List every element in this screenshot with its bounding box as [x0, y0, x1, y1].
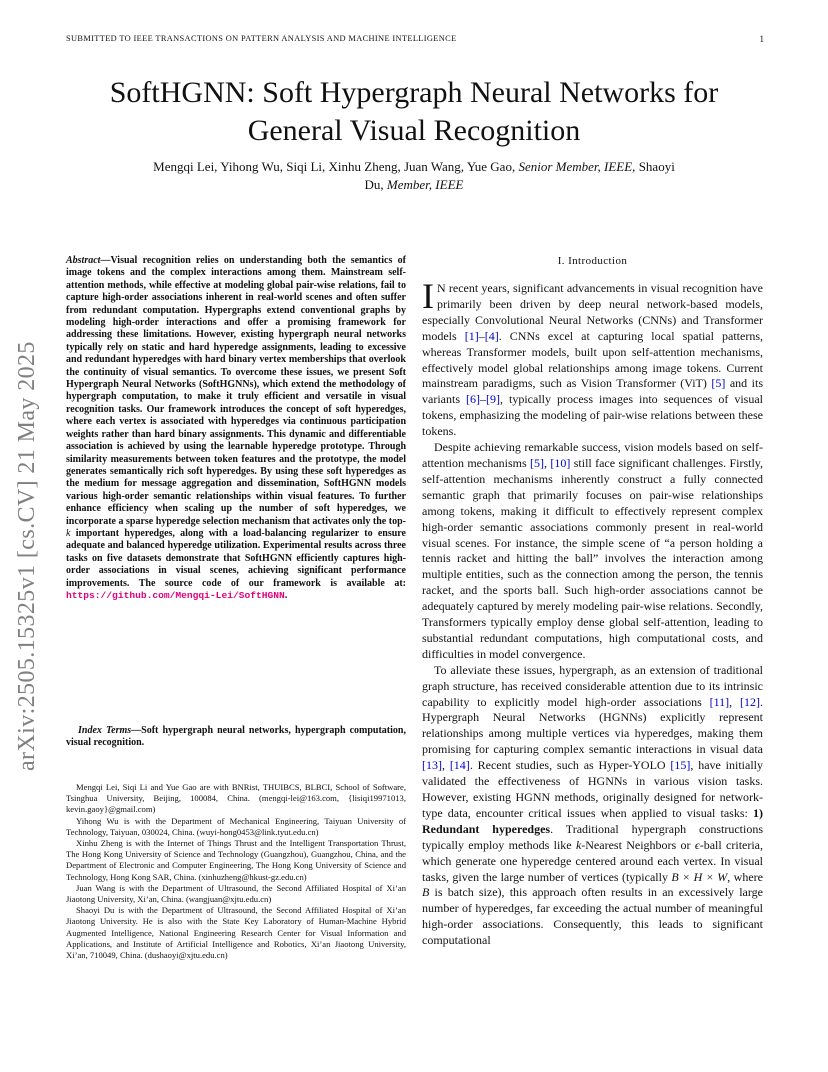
index-terms: [66, 725, 406, 750]
index-terms-text: —Soft hypergraph neural networks, hypergraph computation, visual recognition.: [66, 725, 406, 749]
abstract-text: —Visual recognition relies on understanding both the semantics of image tokens and the complex interactions among them. Mainstream self-attention methods, while effective at modeling global pair-wise relations, fail to capture high-order associations inherent in real-world scenes and often suffer from redundant computation. Hypergraphs extend conventional graphs by modeling high-order interactions and offer a promising framework for addressing these limitations. However, existing hypergraph neural networks typically rely on static and hard hyperedge assignments, leading to excessive and redundant hyperedges with hard binary vertex memberships that overlook the continuity of visual semantics. To overcome these issues, we present Soft Hypergraph Neural Networks (SoftHGNNs), which extend the methodology of hypergraph computation, to make it truly efficient and versatile in visual recognition tasks. Our framework introduces the concept of soft hyperedges, where each vertex is associated with hyperedges via continuous participation weights rather than hard binary assignments. This dynamic and differentiable association is achieved by using the learnable hyperedge prototype. Through similarity measurements between token features and the prototype, the model generates semantically rich soft hyperedges. By using these soft hyperedges as the medium for message aggregation and dissemination, SoftHGNN models various high-order semantic relationships within visual features. To further enhance efficiency when scaling up the number of soft hyperedges, we incorporate a sparse hyperedge selection mechanism that activates only the top-: [66, 255, 406, 527]
text: -Nearest Neighbors or: [581, 837, 695, 852]
text: –: [478, 328, 485, 343]
footnote: Shaoyi Du is with the Department of Ultrasound, the Second Affiliated Hospital of Xi’an Jiaotong University. He is also with the State Key Laboratory of Human-Machine Hybrid Augmented Intelligence, National Engineering Research Center for Visual Information and Applications, and Institute of Artificial Intelligence and Robotics, Xi’an Jiaotong University, Xi’an, 710049, China. (dushaoyi@xjtu.edu.cn): [66, 905, 406, 961]
text: . Recent studies, such as Hyper-YOLO: [469, 758, 671, 773]
citation-link[interactable]: [10]: [550, 455, 571, 470]
text: -ball criteria, which generate one hyperedge centered around each vertex. In visual tasks, given the large number of vertices (typically: [422, 837, 764, 884]
authors-line-2: [60, 176, 768, 194]
citation-link[interactable]: [9]: [486, 392, 500, 407]
authors-text: Du,: [364, 177, 387, 192]
citation-link[interactable]: [1]: [464, 328, 479, 343]
running-header: SUBMITTED TO IEEE TRANSACTIONS ON PATTERN ANALYSIS AND MACHINE INTELLIGENCE: [66, 34, 457, 43]
abstract-text-2: important hyperedges, along with a load-balancing regularizer to ensure adequate and balanced hyperedge utilization. Experimental results across three tasks on five datasets demonstrate that SoftHGNN efficiently captures high-order associations in visual scenes, achieving significant performance improvements. The source code of our framework is available at:: [66, 527, 406, 589]
abstract-label: Abstract: [66, 255, 101, 266]
text: , have initially validated the effectiveness of HGNNs in various vision tasks. However, existing HGNN methods, originally designed for network-type data, encounter critical issues when applied to visual tasks:: [422, 758, 764, 820]
bold-term: 1) Redundant hyperedges: [422, 805, 763, 836]
text: N recent years, significant advancements in visual recognition have primarily been driven by deep neural network-based models, especially Convolutional Neural Networks (CNNs) and Transformer models: [422, 281, 763, 343]
author-list: [60, 158, 768, 194]
footnote: Juan Wang is with the Department of Ultrasound, the Second Affiliated Hospital of Xi’an Jiaotong University, Xi’an, China. (wangjuan@xjtu.edu.cn): [66, 882, 406, 905]
title-line-1: SoftHGNN: Soft Hypergraph Neural Networks for: [109, 76, 719, 109]
math-epsilon: ϵ: [694, 837, 700, 852]
text: . CNNs excel at capturing local spatial patterns, whereas Transformer models, built upon self-attention mechanisms, effectively model global relationships among image tokens. Current mainstream paradigms, such as Vision Transformer (ViT): [422, 328, 763, 391]
authors-line-1: [60, 158, 768, 176]
paper-title: [60, 74, 768, 150]
text: is batch size), this approach often results in an excessively large number of hyperedges, far exceeding the actual number of meaningful high-order associations. Consequently, this leads to significant computational: [422, 885, 763, 948]
title-line-2: General Visual Recognition: [247, 114, 581, 147]
page-number: 1: [759, 34, 764, 44]
citation-link[interactable]: [15]: [670, 758, 691, 773]
text: , where: [727, 869, 763, 884]
citation-link[interactable]: [11]: [709, 694, 730, 709]
footnote: Yihong Wu is with the Department of Mechanical Engineering, Taiyuan University of Technology, Taiyuan, 030024, China. (wuyi-hong0453@link.tyut.edu.cn): [66, 815, 406, 837]
footnote: Mengqi Lei, Siqi Li and Yue Gao are with BNRist, THUIBCS, BLBCI, School of Software, Tsinghua University, Beijing, 100084, China. (mengqi-lei@163.com, {lisiqi19971013, kevin.gaoy}@gmail.com): [66, 782, 406, 815]
text: ,: [442, 758, 450, 773]
citation-link[interactable]: [5]: [711, 376, 726, 391]
paragraph: [422, 276, 763, 440]
citation-link[interactable]: [5]: [530, 455, 545, 470]
paragraph: [422, 440, 763, 663]
text: Despite achieving remarkable success, vision models based on self-attention mechanisms: [422, 440, 763, 470]
citation-link[interactable]: [6]: [466, 392, 480, 407]
text: . Traditional hypergraph constructions typically employ methods like: [422, 821, 763, 852]
abstract: Abstract—Visual recognition relies on understanding both the semantics of image tokens and the complex interactions among them. Mainstream self-attention methods, while effective at modeling global pair-wise relations, fail to capture high-order associations inherent in real-world scenes and often suffer from redundant computation. Hypergraphs extend conventional graphs by modeling high-order interactions and offer a promising framework for addressing these limitations. However, existing hypergraph neural networks typically rely on static and hard hyperedge assignments, leading to excessive and redundant hyperedges with hard binary vertex memberships that overlook the continuity of visual semantics. To overcome these issues, we present Soft Hypergraph Neural Networks (SoftHGNNs), which extend the methodology of hypergraph computation, to make it truly efficient and versatile in visual recognition tasks. Our framework introduces the concept of soft hyperedges, where each vertex is associated with hyperedges via continuous participation weights rather than hard binary assignments. This dynamic and differentiable association is achieved by using the learnable hyperedge prototype. Through similarity measurements between token features and the prototype, the model generates semantically rich soft hyperedges. By using these soft hyperedges as the medium for message aggregation and dissemination, SoftHGNN models various high-order semantic relationships within visual features. To further enhance efficiency when scaling up the number of soft hyperedges, we incorporate a sparse hyperedge selection mechanism that activates only the top-k important hyperedges, along with a load-balancing regularizer to ensure adequate and balanced hyperedge utilization. Experimental results across three tasks on five datasets demonstrate that SoftHGNN efficiently captures high-order associations in visual scenes, achieving significant performance improvements. The source code of our framework is available at: https://github.com/Mengqi-Lei/SoftHGNN.: [66, 255, 406, 601]
citation-link[interactable]: [14]: [449, 758, 470, 773]
author-footnotes: [66, 782, 406, 961]
section-heading: I. Introduction: [557, 255, 628, 267]
text: ,: [544, 455, 551, 470]
text: ,: [729, 694, 741, 709]
introduction-body: [422, 276, 764, 949]
text: . Hypergraph Neural Networks (HGNNs) explicitly represent relationships among multiple vertices via hyperedges, making them promising for capturing complex semantic interactions in visual data: [422, 694, 764, 757]
math-k: k: [575, 837, 582, 852]
citation-link[interactable]: [13]: [422, 758, 442, 773]
text: still face significant challenges. Firstly, self-attention mechanisms inherently construct a fully connected semantic graph that primarily focuses on pair-wise relationships among tokens, making it difficult to effectively represent complex high-order semantic associations commonly present in real-world visual scenes. For instance, the simple scene of “a person holding a tennis racket and hitting the ball” involves the interaction among multiple entities, such as the connection among the person, the tennis racket, and the sports ball. Such high-order associations cannot be adequately captured by merely modeling pair-wise relations. Secondly, Transformers typically employ dense global self-attention, leading to substantial redundant computations, high computational costs, and difficulties in model convergence.: [422, 455, 764, 661]
arxiv-stamp: arXiv:2505.15325v1 [cs.CV] 21 May 2025: [14, 341, 40, 771]
math-B: B: [422, 885, 430, 900]
authors-text: Mengqi Lei, Yihong Wu, Siqi Li, Xinhu Zheng, Juan Wang, Yue Gao,: [153, 159, 519, 174]
authors-text: Shaoyi: [635, 159, 675, 174]
math-k: k: [66, 527, 71, 539]
index-terms-label: Index Terms: [78, 725, 132, 736]
text: –: [480, 392, 486, 407]
text: To alleviate these issues, hypergraph, as an extension of traditional graph structure, has received considerable attention due to its intrinsic capability to explicitly model high-order associations: [422, 662, 763, 709]
footnote: Xinhu Zheng is with the Internet of Things Thrust and the Intelligent Transportation Thrust, The Hong Kong University of Science and Technology (Guangzhou), Guangzhou, China, and the Department of Electronic and Computer Engineering, The Hong Kong University of Science and Technology, Hong Kong SAR, China. (xinhuzheng@hkust-gz.edu.cn): [66, 838, 406, 882]
source-code-link[interactable]: https://github.com/Mengqi-Lei/SoftHGNN: [66, 589, 285, 601]
citation-link[interactable]: [4]: [484, 328, 499, 343]
author-role: Member, IEEE: [386, 177, 464, 192]
drop-cap: I: [422, 276, 434, 316]
math-expression: B × H × W: [671, 869, 728, 884]
author-role: Senior Member, IEEE,: [518, 159, 636, 174]
text: and its variants: [422, 376, 763, 407]
text: , typically process images into sequences of visual tokens, emphasizing the modeling of pair-wise relations between these tokens.: [422, 392, 763, 439]
citation-link[interactable]: [12]: [740, 694, 761, 709]
paragraph: [422, 663, 763, 949]
